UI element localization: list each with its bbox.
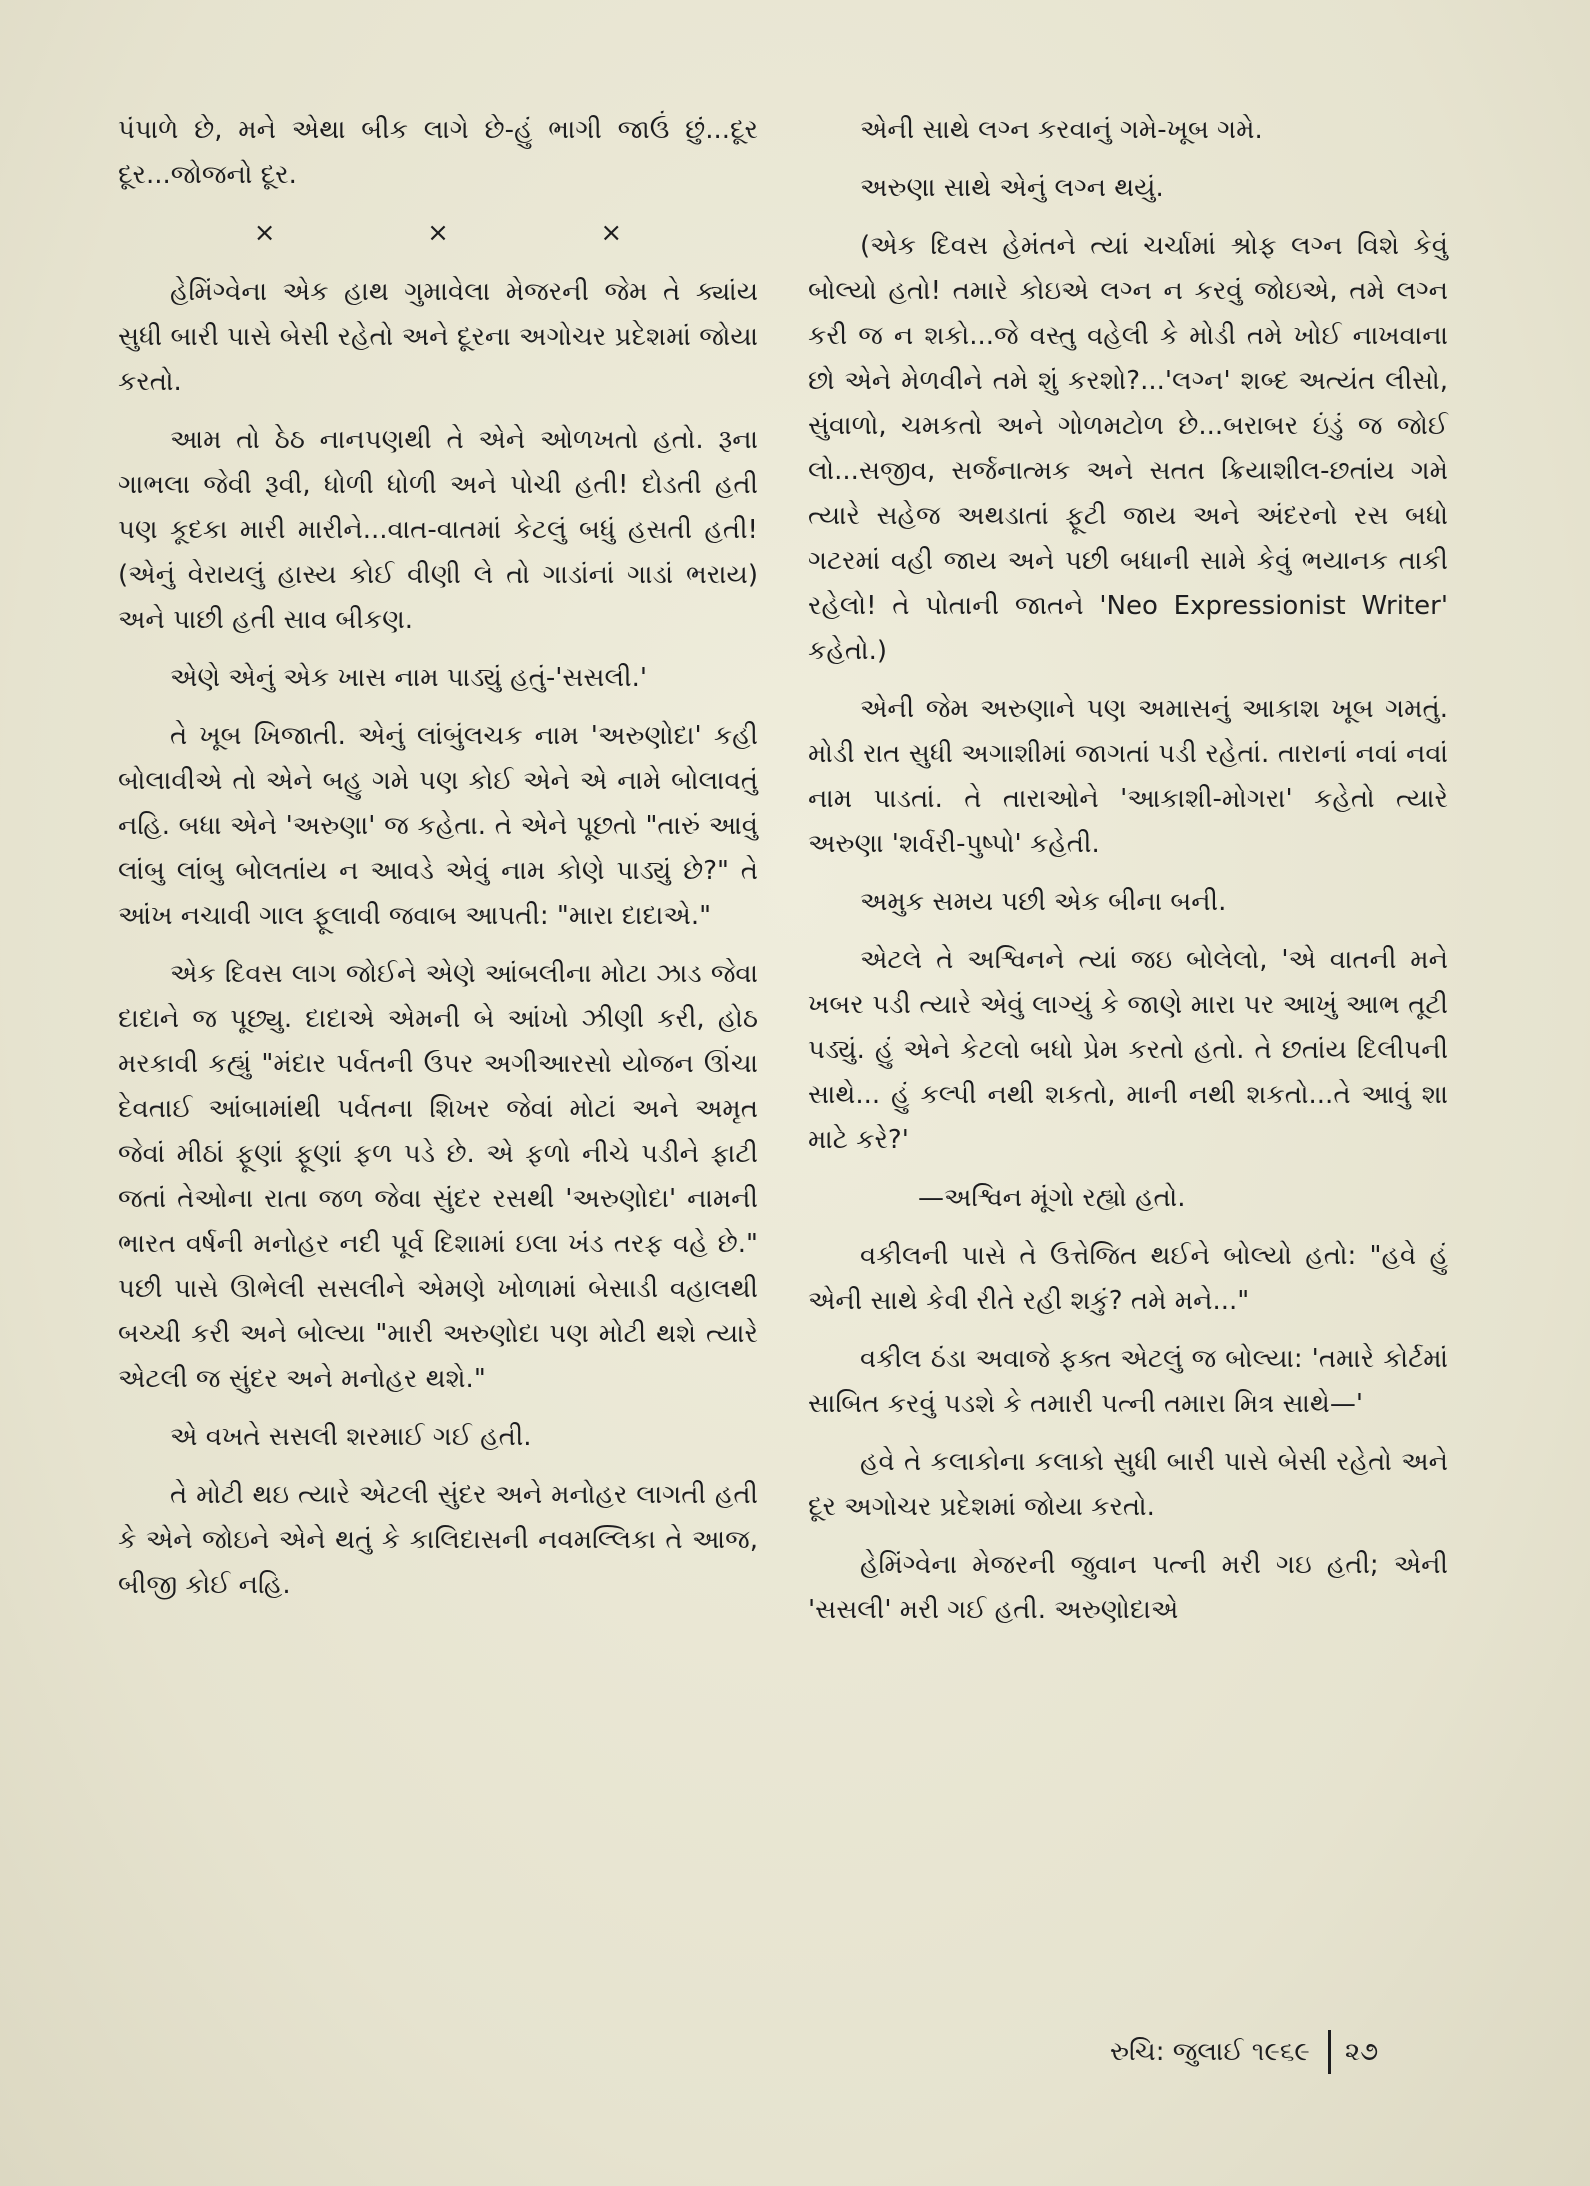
section-separator [178, 211, 698, 256]
paragraph: એણે એનું એક ખાસ નામ પાડ્યું હતું-'સસલી.' [170, 663, 647, 693]
paragraph: એ વખતે સસલી શરમાઈ ગઈ હતી. [170, 1422, 532, 1452]
paragraph: એની જેમ અરુણાને પણ અમાસનું આકાશ ખૂબ ગમતું. મોડી રાત સુધી અગાશીમાં જાગતાં પડી રહેતાં. તારાનાં નવાં નવાં નામ પાડતાં. તે તારાઓને 'આકાશી-મોગરા' કહેતો ત્યારે અરુણા 'શર્વરી-પુષ્પો' કહેતી. [808, 694, 1448, 859]
page-footer [1110, 2030, 1378, 2074]
left-column [118, 108, 758, 1621]
paragraph: અમુક સમય પછી એક બીના બની. [860, 887, 1227, 917]
paragraph: અરુણા સાથે એનું લગ્ન થયું. [860, 173, 1164, 203]
separator-mark: × [253, 218, 276, 248]
footer-divider [1328, 2030, 1331, 2074]
right-column [808, 108, 1448, 1646]
paragraph: વકીલની પાસે તે ઉત્તેજિત થઈને બોલ્યો હતો: "હવે હું એની સાથે કેવી રીતે રહી શકું? તમે મને..." [808, 1241, 1448, 1316]
paragraph: એટલે તે અશ્વિનને ત્યાં જઇ બોલેલો, 'એ વાતની મને ખબર પડી ત્યારે એવું લાગ્યું કે જાણે મારા પર આખું આભ તૂટી પડ્યું. હું એને કેટલો બધો પ્રેમ કરતો હતો. તે છતાંય દિલીપની સાથે... હું કલ્પી નથી શકતો, માની નથી શકતો...તે આવું શા માટે કરે?' [808, 945, 1448, 1155]
paragraph: આમ તો ઠેઠ નાનપણથી તે એને ઓળખતો હતો. રૂના ગાભલા જેવી રૂવી, ધોળી ધોળી અને પોચી હતી! દોડતી હતી પણ કૂદકા મારી મારીને...વાત-વાતમાં કેટલું બધું હસતી હતી! (એનું વેરાયલું હાસ્ય કોઈ વીણી લે તો ગાડાંનાં ગાડાં ભરાય) અને પાછી હતી સાવ બીકણ. [118, 425, 758, 635]
paragraph: હેમિંગ્વેના એક હાથ ગુમાવેલા મેજરની જેમ તે ક્યાંય સુધી બારી પાસે બેસી રહેતો અને દૂરના અગોચર પ્રદેશમાં જોયા કરતો. [118, 277, 758, 397]
page-number: ૨૭ [1344, 2036, 1379, 2067]
paragraph: (એક દિવસ હેમંતને ત્યાં ચર્ચામાં શ્રોફ લગ્ન વિશે કેવું બોલ્યો હતો! તમારે કોઇએ લગ્ન ન કરવું જોઇએ, તમે લગ્ન કરી જ ન શકો...જે વસ્તુ વહેલી કે મોડી તમે ખોઈ નાખવાના છો એને મેળવીને તમે શું કરશો?...'લગ્ન' શબ્દ અત્યંત લીસો, સુંવાળો, ચમકતો અને ગોળમટોળ છે...બરાબર ઇંડું જ જોઈ લો...સજીવ, સર્જનાત્મક અને સતત ક્રિયાશીલ-છતાંય ગમે ત્યારે સહેજ અથડાતાં ફૂટી જાય અને અંદરનો રસ બધો ગટરમાં વહી જાય અને પછી બધાની સામે કેવું ભયાનક તાકી રહેલો! તે પોતાની જાતને 'Neo Expressionist Writer' કહેતો.) [808, 231, 1448, 666]
paragraph: તે ખૂબ ખિજાતી. એનું લાંબુંલચક નામ 'અરુણોદા' કહી બોલાવીએ તો એને બહુ ગમે પણ કોઈ એને એ નામે બોલાવતું નહિ. બધા એને 'અરુણા' જ કહેતા. તે એને પૂછતો "તારું આવું લાંબુ લાંબુ બોલતાંય ન આવડે એવું નામ કોણે પાડ્યું છે?" તે આંખ નચાવી ગાલ ફૂલાવી જવાબ આપતી: "મારા દાદાએ." [118, 721, 758, 931]
paragraph: —અશ્વિન મૂંગો રહ્યો હતો. [918, 1183, 1186, 1213]
paragraph: હેમિંગ્વેના મેજરની જુવાન પત્ની મરી ગઇ હતી; એની 'સસલી' મરી ગઈ હતી. અરુણોદાએ [808, 1550, 1448, 1625]
paragraph: વકીલ ઠંડા અવાજે ફક્ત એટલું જ બોલ્યા: 'તમારે કોર્ટમાં સાબિત કરવું પડશે કે તમારી પત્ની તમારા મિત્ર સાથે—' [808, 1344, 1448, 1419]
paragraph: હવે તે કલાકોના કલાકો સુધી બારી પાસે બેસી રહેતો અને દૂર અગોચર પ્રદેશમાં જોયા કરતો. [808, 1447, 1448, 1522]
paragraph: તે મોટી થઇ ત્યારે એટલી સુંદર અને મનોહર લાગતી હતી કે એને જોઇને એને થતું કે કાલિદાસની નવમલ્લિકા તે આજ, બીજી કોઈ નહિ. [118, 1480, 758, 1600]
separator-mark: × [600, 218, 623, 248]
paragraph: એની સાથે લગ્ન કરવાનું ગમે-ખૂબ ગમે. [860, 115, 1263, 145]
paragraph: પંપાળે છે, મને એથા બીક લાગે છે-હું ભાગી જાઉં છું...દૂર દૂર...જોજનો દૂર. [118, 115, 758, 190]
paragraph: એક દિવસ લાગ જોઈને એણે આંબલીના મોટા ઝાડ જેવા દાદાને જ પૂછ્યુ. દાદાએ એમની બે આંખો ઝીણી કરી, હોઠ મરકાવી કહ્યું "મંદાર પર્વતની ઉપર અગીઆરસો યોજન ઊંચા દેવતાઈ આંબામાંથી પર્વતના શિખર જેવાં મોટાં અને અમૃત જેવાં મીઠાં ફૂણાં ફૂણાં ફળ પડે છે. એ ફળો નીચે પડીને ફાટી જતાં તેઓના રાતા જળ જેવા સુંદર રસથી 'અરુણોદા' નામની ભારત વર્ષની મનોહર નદી પૂર્વ દિશામાં ઇલા ખંડ તરફ વહે છે." પછી પાસે ઊભેલી સસલીને એમણે ખોળામાં બેસાડી વહાલથી બચ્ચી કરી અને બોલ્યા "મારી અરુણોદા પણ મોટી થશે ત્યારે એટલી જ સુંદર અને મનોહર થશે." [118, 959, 758, 1394]
separator-mark: × [427, 218, 449, 248]
magazine-issue: રુચિ: જુલાઈ ૧૯૬૯ [1110, 2036, 1310, 2067]
